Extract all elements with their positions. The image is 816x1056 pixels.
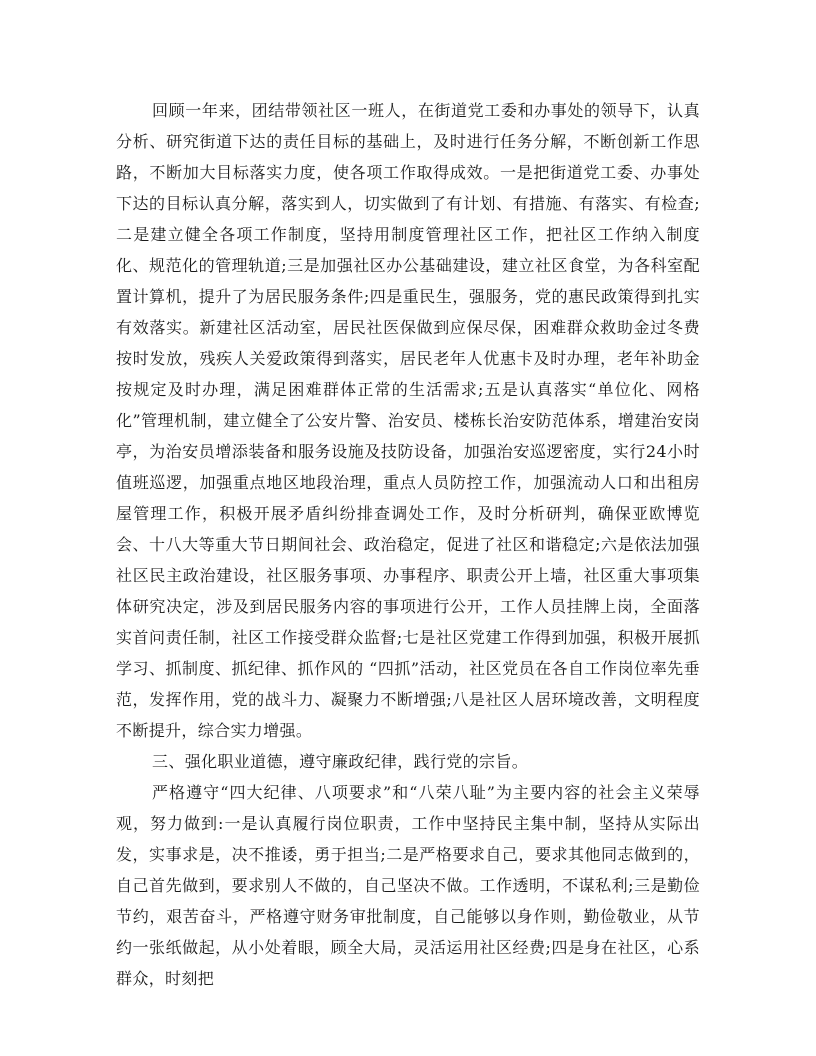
document-page xyxy=(116,95,700,994)
section-heading-professional-ethics: 三、强化职业道德，遵守廉政纪律，践行党的宗旨。 xyxy=(152,752,529,771)
paragraph-annual-review: 回顾一年来，团结带领社区一班人，在街道党工委和办事处的领导下，认真分析、研究街道下达的责任目标的基础上，及时进行任务分解，不断创新工作思路，不断加大目标落实力度，使各项工作取得成效。一是把街道党工委、办事处下达的目标认真分解，落实到人，切实做到了有计划、有措施、有落实、有检查;二是建立健全各项工作制度，坚持用制度管理社区工作，把社区工作纳入制度化、规范化的管理轨道;三是加强社区办公基础建设，建立社区食堂，为各科室配置计算机，提升了为居民服务条件;四是重民生，强服务，党的惠民政策得到扎实有效落实。新建社区活动室，居民社医保做到应保尽保，困难群众救助金过冬费按时发放，残疾人关爱政策得到落实，居民老年人优惠卡及时办理，老年补助金按规定及时办理，满足困难群体正常的生活需求;五是认真落实“单位化、网格化”管理机制，建立健全了公安片警、治安员、楼栋长治安防范体系，增建治安岗亭，为治安员增添装备和服务设施及技防设备，加强治安巡逻密度，实行24小时值班巡逻，加强重点地区地段治理，重点人员防控工作，加强流动人口和出租房屋管理工作，积极开展矛盾纠纷排查调处工作，及时分析研判，确保亚欧博览会、十八大等重大节日期间社会、政治稳定，促进了社区和谐稳定;六是依法加强社区民主政治建设，社区服务事项、办事程序、职责公开上墙，社区重大事项集体研究决定，涉及到居民服务内容的事项进行公开，工作人员挂牌上岗，全面落实首问责任制，社区工作接受群众监督;七是社区党建工作得到加强，积极开展抓学习、抓制度、抓纪律、抓作风的 “四抓”活动，社区党员在各自工作岗位率先垂范，发挥作用，党的战斗力、凝聚力不断增强;八是社区人居环境改善，文明程度不断提升，综合实力增强。 xyxy=(116,101,700,740)
paragraph-discipline: 严格遵守“四大纪律、八项要求”和“八荣八耻”为主要内容的社会主义荣辱观，努力做到:一是认真履行岗位职责，工作中坚持民主集中制，坚持从实际出发，实事求是，决不推诿，勇于担当;二是严格要求自己，要求其他同志做到的，自己首先做到，要求别人不做的，自己坚决不做。工作透明，不谋私利;三是勤俭节约，艰苦奋斗，严格遵守财务审批制度，自己能够以身作则，勤俭敬业，从节约一张纸做起，从小处着眼，顾全大局，灵活运用社区经费;四是身在社区，心系群众，时刻把 xyxy=(116,783,700,988)
